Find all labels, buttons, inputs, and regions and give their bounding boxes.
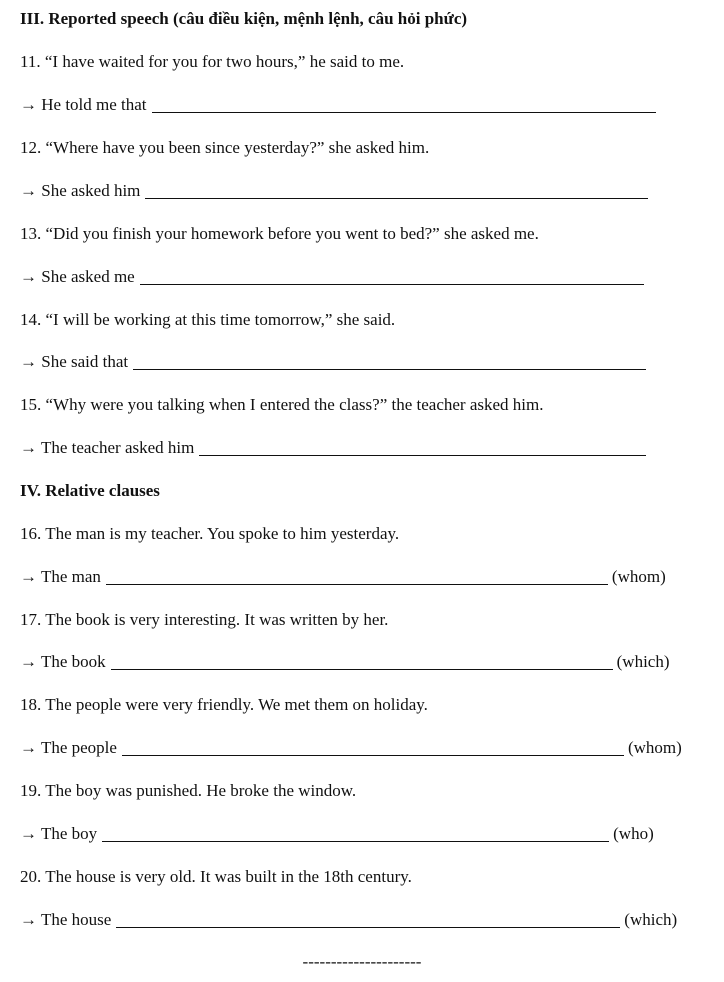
answer-line-11: [20, 95, 656, 115]
answer-line-20: [20, 910, 677, 930]
answer-blank[interactable]: [133, 353, 646, 370]
question-15: 15. “Why were you talking when I entered the class?” the teacher asked him.: [20, 395, 544, 414]
question-20: 20. The house is very old. It was built in the 18th century.: [20, 867, 412, 886]
section-iii-heading: III. Reported speech (câu điều kiện, mệnh lệnh, câu hỏi phức): [20, 9, 468, 28]
question-14: 14. “I will be working at this time tomorrow,” she said.: [20, 310, 396, 329]
answer-blank[interactable]: [122, 739, 624, 756]
answer-blank[interactable]: [102, 825, 609, 842]
answer-line-17: [20, 652, 670, 672]
answer-line-15: [20, 438, 646, 458]
answer-prompt: → She asked him: [20, 181, 141, 200]
answer-prompt: → The teacher asked him: [20, 438, 195, 457]
answer-blank[interactable]: [111, 653, 613, 670]
question-16: 16. The man is my teacher. You spoke to him yesterday.: [20, 524, 400, 543]
answer-line-14: [20, 352, 646, 372]
answer-blank[interactable]: [152, 96, 656, 113]
answer-prompt: → She asked me: [20, 267, 135, 286]
answer-line-12: [20, 181, 648, 201]
answer-line-13: [20, 267, 644, 287]
end-divider: ---------------------: [302, 952, 422, 971]
answer-hint: (whom): [627, 738, 682, 757]
answer-line-19: [20, 824, 654, 844]
answer-prompt: → He told me that: [20, 95, 147, 114]
answer-hint: (who): [613, 824, 654, 843]
question-12: 12. “Where have you been since yesterday?” she asked him.: [20, 138, 430, 157]
answer-prompt: → The boy: [20, 824, 98, 843]
answer-blank[interactable]: [140, 268, 644, 285]
answer-hint: (which): [624, 910, 678, 929]
question-18: 18. The people were very friendly. We met them on holiday.: [20, 695, 428, 714]
answer-blank[interactable]: [116, 911, 620, 928]
question-11: 11. “I have waited for you for two hours,” he said to me.: [20, 52, 405, 71]
answer-prompt: → The house: [20, 910, 112, 929]
section-iv-heading: IV. Relative clauses: [20, 481, 160, 500]
answer-hint: (whom): [611, 567, 666, 586]
answer-prompt: → The man: [20, 567, 101, 586]
answer-blank[interactable]: [199, 439, 646, 456]
answer-line-16: [20, 567, 666, 587]
answer-blank[interactable]: [106, 568, 608, 585]
question-19: 19. The boy was punished. He broke the window.: [20, 781, 357, 800]
answer-line-18: [20, 738, 682, 758]
answer-prompt: → The people: [20, 738, 117, 757]
answer-prompt: → The book: [20, 652, 106, 671]
answer-hint: (which): [616, 652, 670, 671]
answer-blank[interactable]: [145, 182, 648, 199]
question-13: 13. “Did you finish your homework before you went to bed?” she asked me.: [20, 224, 539, 243]
answer-prompt: → She said that: [20, 352, 129, 371]
question-17: 17. The book is very interesting. It was written by her.: [20, 610, 389, 629]
